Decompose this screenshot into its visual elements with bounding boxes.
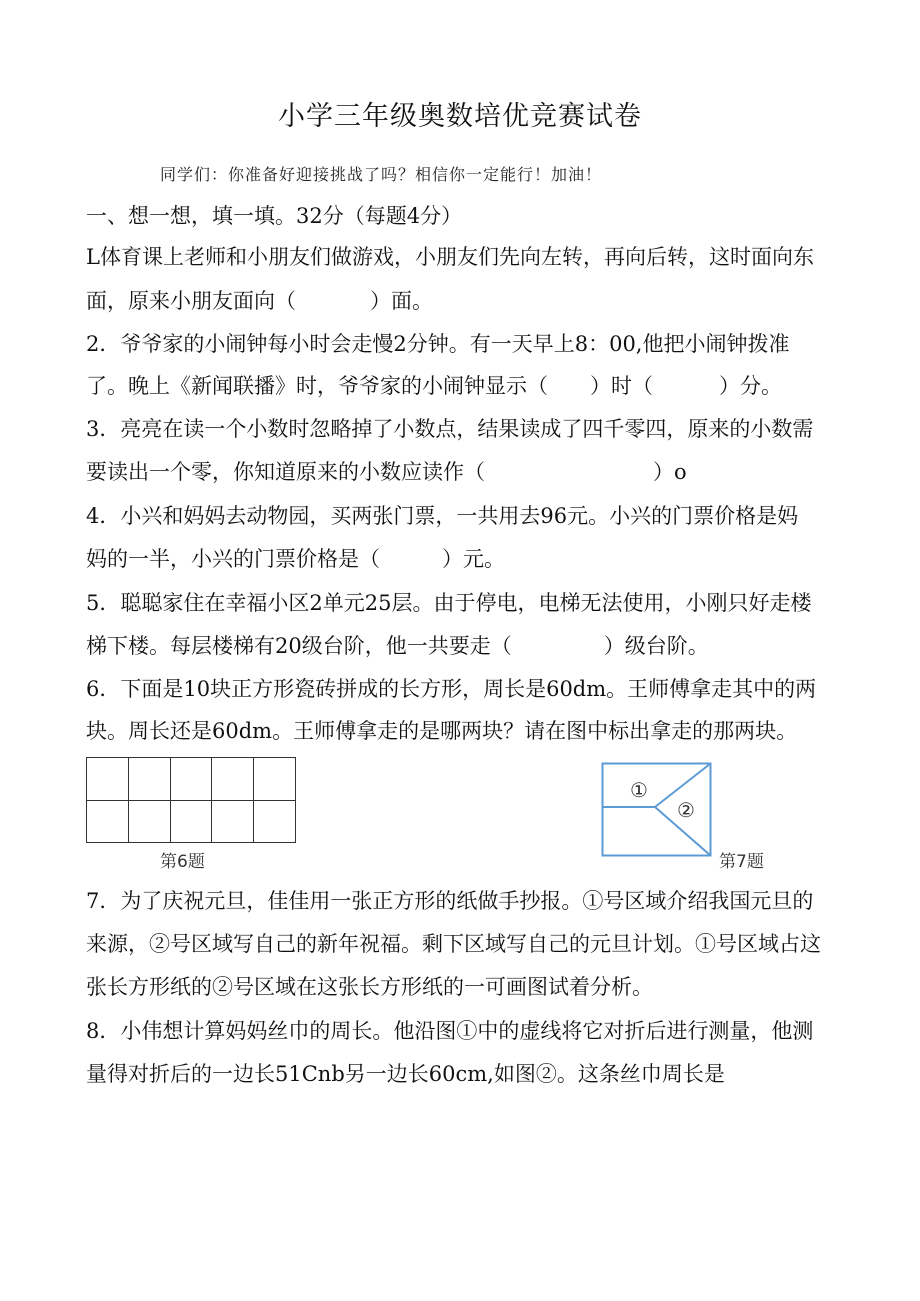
question-3-text-a: 要读出一个零，你知道原来的小数应读作（ [86,460,485,484]
question-2-text-b: ）时（ [590,374,653,398]
question-6-line-1: 6．下面是10块正方形瓷砖拼成的长方形，周长是60dm。王师傅拿走其中的两 [86,677,817,701]
question-2-line-2 [86,370,782,400]
question-2-text-c: ）分。 [719,374,782,398]
tile[interactable] [171,801,213,844]
figure-7-region-1-label: ① [630,778,648,802]
figure-6-tile-grid [86,757,296,843]
question-3-line-2 [86,456,687,486]
question-2-text-a: 了。晚上《新闻联播》时，爷爷家的小闹钟显示（ [86,374,548,398]
tile[interactable] [171,758,213,801]
question-5-text-a: 梯下楼。每层楼梯有20级台阶，他一共要走（ [86,634,512,658]
question-1-line-1: L体育课上老师和小朋友们做游戏，小朋友们先向左转，再向后转，这时面向东 [86,245,814,269]
figure-7-diagram [601,762,713,858]
question-4-text-a: 妈的一半，小兴的门票价格是（ [86,547,380,571]
question-4-line-1: 4．小兴和妈妈去动物园，买两张门票，一共用去96元。小兴的门票价格是妈 [86,504,799,528]
question-5-line-1: 5．聪聪家住在幸福小区2单元25层。由于停电，电梯无法使用，小刚只好走楼 [86,591,812,615]
tile[interactable] [87,758,129,801]
question-4-text-b: ）元。 [442,547,505,571]
question-3-text-b: ）o [653,460,687,484]
tile[interactable] [254,758,296,801]
question-5-line-2 [86,630,709,660]
figure-7-caption: 第7题 [719,852,764,872]
tile[interactable] [212,801,254,844]
tile[interactable] [129,758,171,801]
question-5-text-b: ）级台阶。 [603,634,709,658]
figure-6-caption: 第6题 [160,852,205,872]
question-8-line-2: 量得对折后的一边长51Cnb另一边长60cm,如图②。这条丝巾周长是 [86,1062,725,1086]
question-4-line-2 [86,543,505,573]
question-1-text-b: ）面。 [370,289,433,313]
question-1-line-2 [86,285,433,315]
question-8-line-1: 8．小伟想计算妈妈丝巾的周长。他沿图①中的虚线将它对折后进行测量，他测 [86,1019,814,1043]
tile[interactable] [129,801,171,844]
greeting-text: 同学们：你准备好迎接挑战了吗？相信你一定能行！加油！ [160,165,603,184]
question-6-line-2: 块。周长还是60dm。王师傅拿走的是哪两块？请在图中标出拿走的那两块。 [86,719,798,743]
question-1-text-a: 面，原来小朋友面向（ [86,289,296,313]
page-title: 小学三年级奥数培优竞赛试卷 [278,101,642,132]
question-2-line-1: 2．爷爷家的小闹钟每小时会走慢2分钟。有一天早上8：00,他把小闹钟拨准 [86,332,790,356]
question-7-line-3: 张长方形纸的②号区域在这张长方形纸的一可画图试着分析。 [86,975,653,999]
tile[interactable] [87,801,129,844]
tile[interactable] [212,758,254,801]
question-7-line-1: 7．为了庆祝元旦，佳佳用一张正方形的纸做手抄报。①号区域介绍我国元旦的 [86,889,814,913]
section-1-heading: 一、想一想，填一填。32分（每题4分） [86,204,463,228]
figure-7-region-2-label: ② [677,798,695,822]
tile[interactable] [254,801,296,844]
question-3-line-1: 3．亮亮在读一个小数时忽略掉了小数点，结果读成了四千零四，原来的小数需 [86,417,814,441]
question-7-line-2: 来源，②号区域写自己的新年祝福。剩下区域写自己的元旦计划。①号区域占这 [86,932,821,956]
